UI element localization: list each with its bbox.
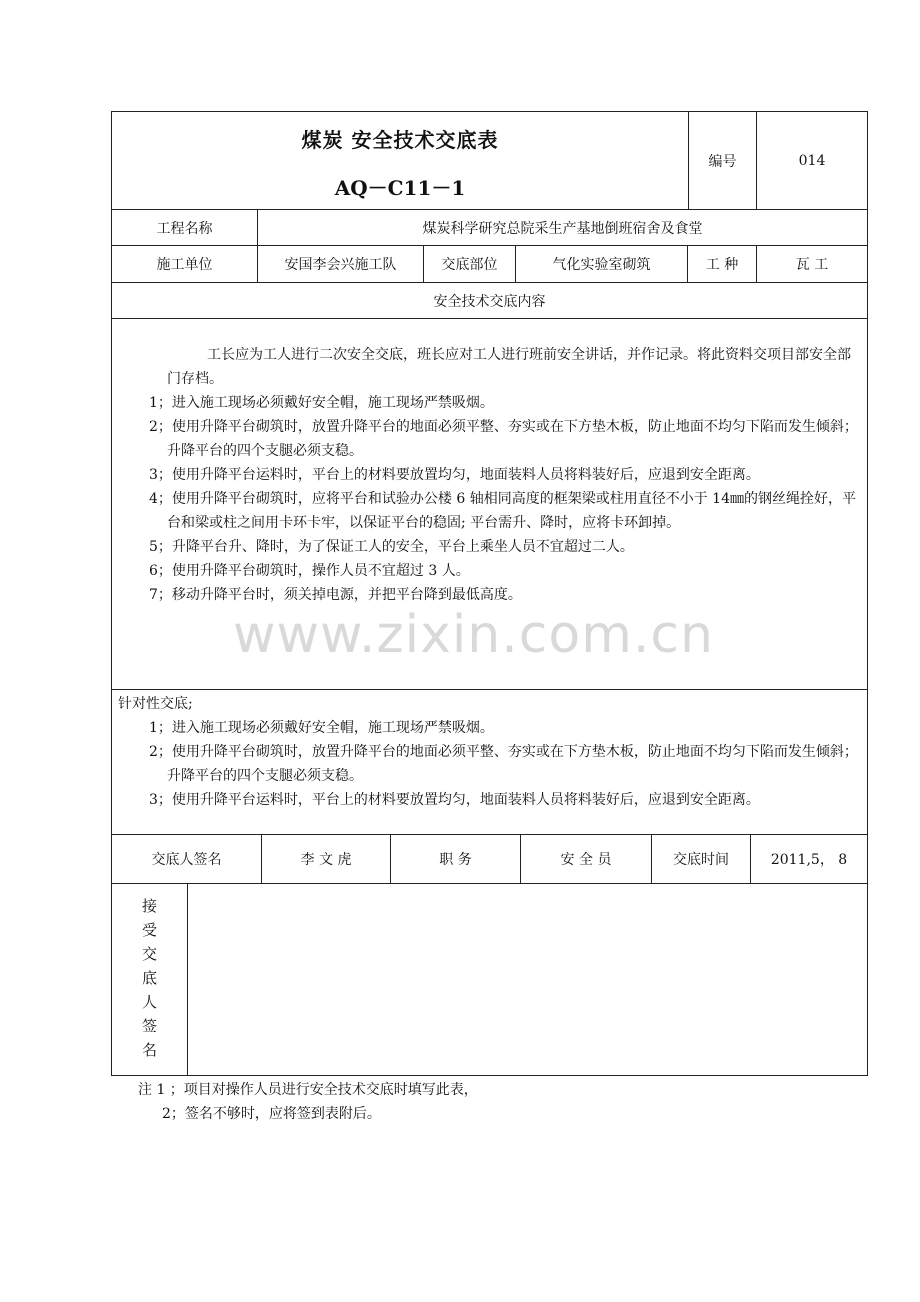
targeted-label: 针对性交底; bbox=[118, 696, 193, 712]
content-item: 5；升降平台升、降时，为了保证工人的安全，平台上乘坐人员不宜超过二人。 bbox=[149, 539, 634, 555]
receiver-label-char: 人 bbox=[141, 993, 157, 1011]
giver-value: 李 文 虎 bbox=[262, 835, 391, 883]
unit-value: 安国李会兴施工队 bbox=[258, 246, 424, 282]
part-value: 气化实验室砌筑 bbox=[516, 246, 688, 282]
note-item: 注 1 ；项目对操作人员进行安全技术交底时填写此表， bbox=[138, 1082, 478, 1098]
targeted-body bbox=[112, 692, 867, 812]
unit-row bbox=[112, 246, 867, 283]
notes bbox=[138, 1078, 478, 1126]
targeted-item: 2；使用升降平台砌筑时，放置升降平台的地面必须平整、夯实或在下方垫木板，防止地面不均匀下陷而发生倾斜；升降平台的四个支腿必须支稳。 bbox=[149, 744, 858, 784]
targeted-item: 3；使用升降平台运料时，平台上的材料要放置均匀，地面装料人员将料装好后，应退到安全距离。 bbox=[149, 792, 760, 808]
receiver-label-char: 接 bbox=[141, 897, 157, 915]
targeted-item: 1；进入施工现场必须戴好安全帽，施工现场严禁吸烟。 bbox=[149, 720, 494, 736]
signature-row bbox=[112, 835, 867, 884]
time-value: 2011,5， 8 bbox=[770, 852, 848, 868]
receiver-label-char: 签 bbox=[141, 1017, 157, 1035]
content-item: 3；使用升降平台运料时，平台上的材料要放置均匀，地面装料人员将料装好后，应退到安全距离。 bbox=[149, 467, 760, 483]
note-item: 2；签名不够时，应将签到表附后。 bbox=[162, 1106, 381, 1122]
position-label: 职 务 bbox=[391, 835, 521, 883]
content-body-row bbox=[112, 319, 867, 690]
part-label: 交底部位 bbox=[424, 246, 516, 282]
form-title: 煤炭 安全技术交底表 bbox=[301, 128, 499, 152]
project-label: 工程名称 bbox=[112, 210, 258, 245]
receiver-label-char: 名 bbox=[141, 1041, 157, 1059]
content-intro: 工长应为工人进行二次安全交底，班长应对工人进行班前安全讲话，并作记录。将此资料交项目部安全部门存档。 bbox=[167, 347, 851, 387]
content-item: 6；使用升降平台砌筑时，操作人员不宜超过 3 人。 bbox=[149, 563, 470, 579]
receiver-row bbox=[112, 884, 867, 1075]
content-item: 4；使用升降平台砌筑时，应将平台和试验办公楼 6 轴相同高度的框架梁或柱用直径不小于 14㎜的钢丝绳拴好，平台和梁或柱之间用卡环卡牢，以保证平台的稳固; 平台需升、降时，应将卡环卸掉。 bbox=[149, 491, 856, 531]
form-code: AQ－C11－1 bbox=[334, 176, 466, 200]
safety-briefing-form bbox=[111, 111, 868, 1076]
receiver-signature-area[interactable] bbox=[188, 884, 867, 1075]
watermark: www.zixin.com.cn bbox=[233, 605, 714, 665]
receiver-label-char: 交 bbox=[141, 945, 157, 963]
trade-value: 瓦 工 bbox=[795, 257, 829, 273]
position-value: 安 全 员 bbox=[521, 835, 652, 883]
trade-label: 工 种 bbox=[688, 246, 757, 282]
number-label: 编号 bbox=[688, 112, 757, 209]
title-row bbox=[112, 112, 867, 210]
content-header-row bbox=[112, 283, 867, 319]
project-row bbox=[112, 210, 867, 246]
content-header: 安全技术交底内容 bbox=[433, 293, 546, 310]
number-value: 014 bbox=[798, 152, 826, 169]
project-value: 煤炭科学研究总院采生产基地倒班宿舍及食堂 bbox=[422, 220, 703, 237]
time-label: 交底时间 bbox=[652, 835, 751, 883]
targeted-row bbox=[112, 690, 867, 835]
content-item: 7；移动升降平台时，须关掉电源，并把平台降到最低高度。 bbox=[149, 587, 522, 603]
receiver-label-char: 受 bbox=[141, 921, 157, 939]
unit-label: 施工单位 bbox=[112, 246, 258, 282]
receiver-label bbox=[112, 884, 188, 1075]
receiver-label-char: 底 bbox=[141, 969, 157, 987]
content-body bbox=[112, 343, 867, 607]
giver-label: 交底人签名 bbox=[112, 835, 262, 883]
content-item: 2；使用升降平台砌筑时，放置升降平台的地面必须平整、夯实或在下方垫木板，防止地面不均匀下陷而发生倾斜；升降平台的四个支腿必须支稳。 bbox=[149, 419, 858, 459]
content-item: 1；进入施工现场必须戴好安全帽，施工现场严禁吸烟。 bbox=[149, 395, 494, 411]
